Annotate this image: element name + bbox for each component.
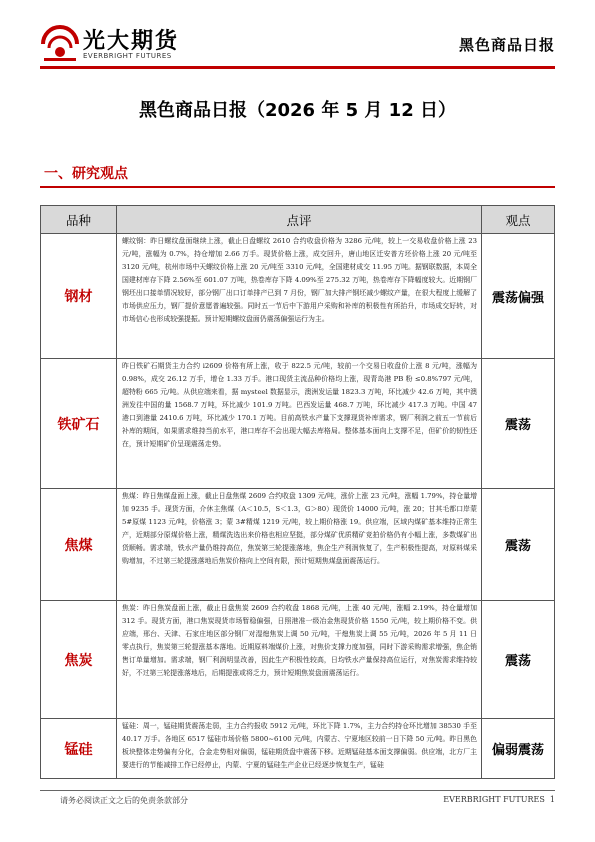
variety-cell: 铁矿石 <box>41 359 117 489</box>
table-row <box>41 489 555 601</box>
table-row <box>41 359 555 489</box>
research-view-table <box>40 205 555 779</box>
comment-cell: 焦炭：昨日焦炭盘面上涨，截止日盘焦炭 2609 合约收盘 1868 元/吨，上涨 40 元/吨，涨幅 2.19%，持仓量增加 312 手。现货方面，港口焦炭现货市场暂稳偏强，日照港准一级冶金焦现货价格 1550 元/吨，较上期价格不变。供应端，邢台、天津、石家庄地区部分钢厂对湿熄焦炭上调 50 元/吨，干熄焦炭上调 55 元/吨，2026 年 5 月 11 日零点执行，焦炭第三轮提涨基本落地。近期原料端煤价上涨，对焦价支撑力度加强，同时下游采购需求增强，焦企销售订单量增加。需求端，钢厂利润明显改善，因此生产积极性较高，日均铁水产量保持高位运行，对焦炭需求维持较好，不过第三轮提涨落地后，后期提涨或将乏力，预计短期焦炭盘面震荡运行。 <box>117 601 482 719</box>
logo-text-cn: 光大期货 <box>83 29 180 54</box>
comment-cell: 螺纹钢：昨日螺纹盘面继续上涨，截止日盘螺纹 2610 合约收盘价格为 3286 元/吨，较上一交易收盘价格上涨 23 元/吨，涨幅为 0.7%，持仓增加 2.66 万手。现货价格上涨，成交回升，唐山地区迁安普方坯价格上涨 20 元/吨至 3120 元/吨，杭州市场中天螺纹价格上涨 20 元/吨至 3310 元/吨，全国建材成交 11.95 万吨。据钢联数据，本周全国建材库存下降 2.56%至 601.07 万吨，热卷库存下降 4.09%至 275.32 万吨，热卷库存下降幅度较大。近期钢厂钢坯出口接单情况较好，部分钢厂出口订单排产已到 7 月份，钢厂加大排产钢坯减少螺纹产量，在很大程度上缓解了市场供应压力，钢厂提价意愿普遍较强。同时五一节后中下游用户采购和补库的积极性有所抬升，市场成交好转，对市场信心也形成较强提振。预计短期螺纹盘面仍震荡偏强运行为主。 <box>117 234 482 359</box>
company-logo <box>40 22 200 70</box>
footer-company-page <box>443 795 555 804</box>
table-row <box>41 601 555 719</box>
table-row <box>41 234 555 359</box>
footer-company: EVERBRIGHT FUTURES <box>443 795 545 804</box>
report-name: 黑色商品日报 <box>458 36 555 54</box>
view-cell: 震荡 <box>482 489 555 601</box>
page-number: 1 <box>549 795 555 804</box>
header-divider <box>40 66 555 69</box>
table-row <box>41 719 555 779</box>
variety-cell: 钢材 <box>41 234 117 359</box>
logo-text-en: EVERBRIGHT FUTURES <box>83 52 172 60</box>
column-header-variety: 品种 <box>41 206 117 234</box>
footer-disclaimer: 请务必阅读正文之后的免责条款部分 <box>60 796 188 805</box>
view-cell: 震荡偏强 <box>482 234 555 359</box>
footer-divider <box>40 790 555 791</box>
section-heading: 一、研究观点 <box>44 166 128 182</box>
comment-cell <box>117 719 482 779</box>
table-header-row <box>41 206 555 234</box>
page-header <box>40 22 555 72</box>
everbright-logo-icon <box>40 24 80 64</box>
section-divider <box>40 186 555 188</box>
variety-cell: 焦煤 <box>41 489 117 601</box>
column-header-view: 观点 <box>482 206 555 234</box>
variety-cell: 锰硅 <box>41 719 117 779</box>
view-cell: 偏弱震荡 <box>482 719 555 779</box>
view-cell: 震荡 <box>482 601 555 719</box>
variety-cell: 焦炭 <box>41 601 117 719</box>
document-title: 黑色商品日报（2026 年 5 月 12 日） <box>138 100 456 121</box>
view-cell: 震荡 <box>482 359 555 489</box>
comment-text: 锰硅：周一，锰硅期货震荡走弱，主力合约报收 5912 元/吨，环比下降 1.7%，主力合约持仓环比增加 38530 手至 40.17 万手。各地区 6517 锰硅市场价格 5800~6100 元/吨，内蒙古、宁夏地区较前一日下降 50 元/吨。昨日黑色板块整体走势偏有分化，合金走势相对偏弱，锰硅期货盘中震荡下移。近期锰硅基本面支撑偏弱。供应端，北方厂主要进行的节能减排工作已经停止，内蒙、宁夏的锰硅生产企业已经逐步恢复生产，锰硅 <box>122 722 477 769</box>
comment-cell: 焦煤：昨日焦煤盘面上涨，截止日盘焦煤 2609 合约收盘 1309 元/吨，涨价上涨 23 元/吨，涨幅 1.79%，持仓量增加 9235 手。现货方面，介休主焦煤（A＜10.5，S＜1.3，G＞80）现货价 14000 元/吨，涨 20；甘其毛都口岸蒙 5#原煤 1123 元/吨，价格涨 3；蒙 3#精煤 1219 元/吨，较上期价格涨 19。供应端，区域内煤矿基本维持正常生产，近期部分原煤价格上涨，精煤洗选出来价格也相应坚挺，部分煤矿优质精矿竞拍价格仍有小幅上涨，多数煤矿出货顺畅。需求端，铁水产量仍维持高位，焦炭第三轮提涨落地，焦企生产利润恢复了，生产积极性提高，对原料煤采购增加，不过第三轮提涨落地后焦炭价格向上空间有限，预计短期焦煤盘面震荡运行。 <box>117 489 482 601</box>
comment-cell: 昨日铁矿石期货主力合约 i2609 价格有所上涨，收于 822.5 元/吨，较前一个交易日收盘价上涨 8 元/吨，涨幅为 0.98%，成交 26.12 万手，增仓 1.33 万手。港口现货主流品种价格均上涨，现青岛港 PB 粉 ≤0.8%797 元/吨，超特粉 665 元/吨。从供应端来看，据 mysteel 数据显示，澳洲发运量 1823.3 万吨，环比减少 42.6 万吨，其中澳洲发往中国的量 1568.7 万吨，环比减少 101.9 万吨。巴西发运量 468.7 万吨，环比减少 417.3 万吨。中国 47 港口到港量 2410.6 万吨，环比减少 170.1 万吨。目前高铁水产量下支撑现货补库需求，钢厂利润之前五一节前后补库的期间，如果需求维持当前水平，港口库存不会出现大幅去库格局。整体基本面向上支撑不足，但矿价的韧性还在，预计短期矿价呈现震荡走势。 <box>117 359 482 489</box>
column-header-comment: 点评 <box>117 206 482 234</box>
